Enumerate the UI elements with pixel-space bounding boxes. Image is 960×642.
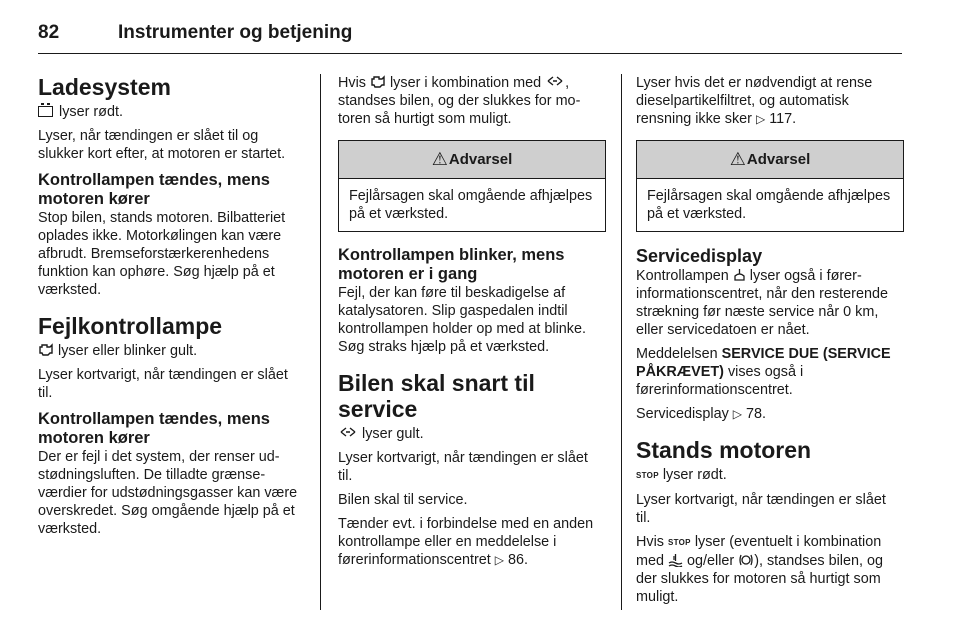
warning-triangle-icon: ⚠: [431, 149, 448, 169]
chapter-title: Instrumenter og betjening: [118, 22, 353, 43]
paragraph: lyser gult.: [338, 425, 606, 443]
coolant-temperature-icon: [668, 553, 683, 567]
battery-icon: [38, 106, 53, 117]
section-title-service: Bilen skal snart til service: [338, 370, 535, 422]
paragraph: lyser rødt.: [38, 103, 306, 121]
subheading-servicedisplay: Servicedisplay: [636, 246, 763, 266]
paragraph: lyser eller blinker gult.: [38, 342, 306, 360]
paragraph: Bilen skal til service.: [338, 492, 468, 508]
stop-icon: STOP: [667, 538, 691, 547]
paragraph: STOP lyser rødt.: [636, 467, 727, 483]
paragraph: Hvis lyser i kombination med , standses bilen, og der slukkes for motoren så hurtigt som muligt.: [338, 75, 581, 127]
engine-check-icon: [370, 75, 386, 88]
paragraph: Kontrollampen lyser også i førerinformationscentret, når den resterende strækning før næste service når 0 km, eller servicedatoen er nået.: [636, 268, 888, 338]
paragraph: Tænder evt. i forbindelse med en anden kontrollampe eller en meddelelse i førerinformationscentret ▷ 86.: [338, 516, 594, 568]
subheading: Kontrollampen blinker, mens motoren er i gang: [338, 246, 565, 283]
paragraph: Fejl, der kan føre til beskadigelse af katalysatoren. Slip gaspedalen indtil kontrollampen holder op med at blinke. Søg straks hjælp på et værksted.: [338, 285, 586, 355]
warning-text: Fejlårsagen skal omgående afhjælpes på et værksted.: [349, 188, 593, 222]
service-wrench-icon: [733, 268, 746, 282]
paragraph: Der er fejl i det system, der renser udstødningsluften. De tilladte grænseværdier for udstødningsgasser kan være overskredet. Søg omgående hjælp på et værksted.: [38, 449, 298, 537]
warning-header: ⚠ Advarsel: [339, 141, 605, 179]
paragraph: Servicedisplay ▷ 78.: [636, 406, 767, 422]
warning-header: ⚠ Advarsel: [637, 141, 903, 179]
paragraph: Meddelelsen SERVICE DUE (SERVICE PÅKRÆVET) vises også i førerinformationscentret.: [636, 346, 891, 398]
column-3: [636, 74, 904, 612]
service-wrench-icon: [545, 75, 565, 88]
column-divider: [320, 74, 321, 610]
subheading: Kontrollampen tændes, mens motoren kører: [38, 410, 270, 447]
paragraph: Hvis STOP lyser (eventuelt i kombination med og/eller ), standses bilen, og der slukkes for motoren så hurtigt som muligt.: [636, 534, 883, 605]
section-title-stands-motoren: Stands motoren: [636, 437, 812, 463]
subheading: Kontrollampen tændes, mens motoren kører: [38, 171, 270, 208]
page-reference: 86.: [508, 552, 529, 568]
warning-text: Fejlårsagen skal omgående afhjælpes på et værksted.: [647, 188, 891, 222]
column-1: [38, 74, 306, 544]
paragraph: Lyser kortvarigt, når tændingen er slået til.: [338, 450, 588, 484]
page-reference-arrow-icon: ▷: [732, 407, 743, 421]
warning-box: [338, 140, 606, 232]
paragraph: Lyser kortvarigt, når tændingen er slået til.: [636, 492, 886, 526]
oil-pressure-icon: [738, 553, 754, 567]
paragraph: Lyser hvis det er nødvendigt at rense dieselpartikelfiltret, og automatisk rensning ikke sker ▷ 117.: [636, 75, 873, 127]
section-title-ladesystem: Ladesystem: [38, 74, 171, 100]
page-reference: 78.: [746, 406, 767, 422]
page-reference-arrow-icon: ▷: [755, 112, 766, 126]
section-title-fejlkontrollampe: Fejlkontrollampe: [38, 313, 223, 339]
page-reference-arrow-icon: ▷: [494, 553, 504, 567]
engine-check-icon: [38, 343, 54, 356]
column-divider: [621, 74, 622, 610]
paragraph: Lyser, når tændingen er slået til og slukker kort efter, at motoren er startet.: [38, 128, 286, 162]
page-reference: 117.: [769, 111, 797, 127]
service-wrench-icon: [338, 426, 358, 439]
warning-box: [636, 140, 904, 232]
paragraph: Lyser kortvarigt, når tændingen er slået til.: [38, 367, 288, 401]
warning-triangle-icon: ⚠: [729, 149, 746, 169]
column-2: [338, 74, 606, 575]
page-number: 82: [38, 22, 60, 43]
paragraph: Stop bilen, stands motoren. Bilbatteriet oplades ikke. Motorkølingen kan være afbrudt. Bremseforstærkerenhedens funktion kan ophøre. Søg hjælp på et værksted.: [38, 210, 286, 298]
stop-icon: STOP: [636, 471, 659, 480]
page-header: [38, 14, 902, 54]
